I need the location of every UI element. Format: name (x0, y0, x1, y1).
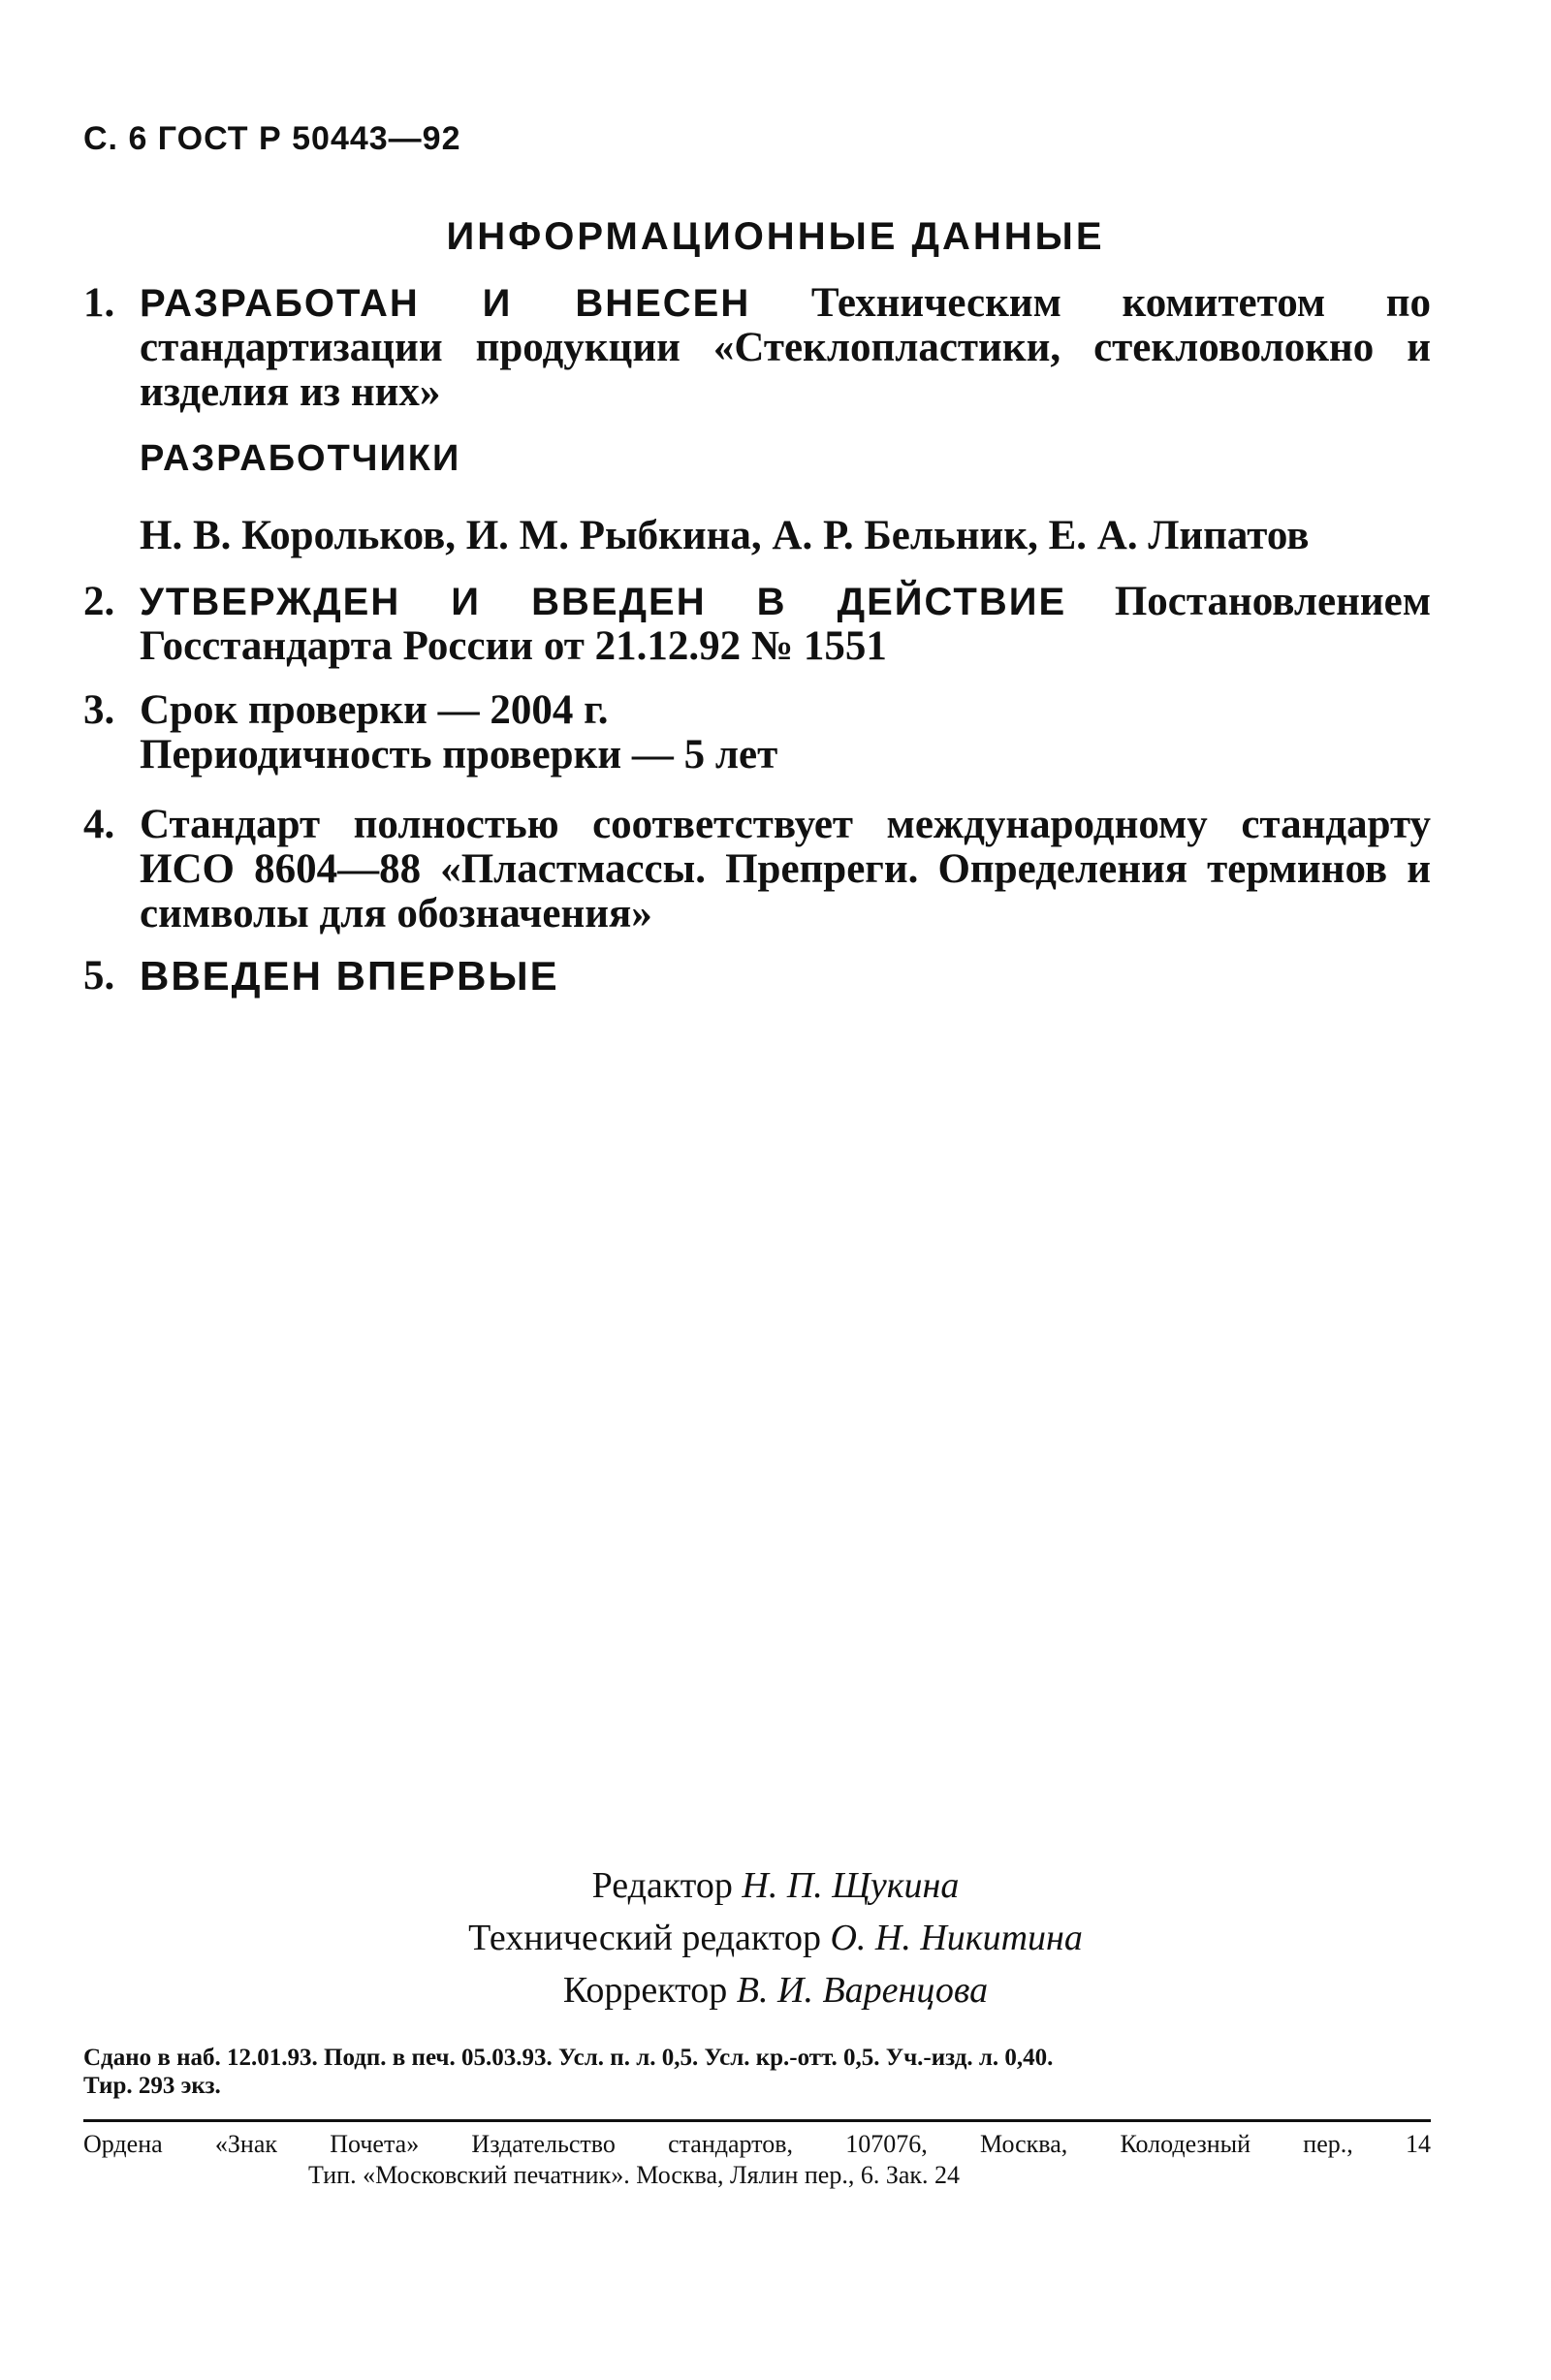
item-body (140, 688, 1431, 777)
item-text: Постановлением Госстандарта России от 21.12.92 № 1551 (140, 579, 1432, 669)
staff-line-technical-editor (0, 1912, 1551, 1964)
developers-names: Н. В. Корольков, И. М. Рыбкина, А. Р. Бельник, Е. А. Липатов (140, 513, 1310, 558)
item-body (140, 580, 1431, 669)
section-title: ИНФОРМАЦИОННЫЕ ДАННЫЕ (446, 215, 1105, 258)
item-number: 4. (83, 802, 115, 847)
item-line-1: Срок проверки — 2004 г. (140, 687, 609, 733)
staff-name: В. И. Варенцова (736, 1970, 989, 2011)
imprint-line-1: Сдано в наб. 12.01.93. Подп. в печ. 05.03.93. Усл. п. л. 0,5. Усл. кр.-отт. 0,5. Уч.-изд. л. 0,40. (83, 2045, 1054, 2071)
staff-role: Редактор (591, 1865, 733, 1906)
editorial-staff (0, 1859, 1551, 2016)
staff-name: Н. П. Щукина (742, 1865, 960, 1906)
item-line-2: Периодичность проверки — 5 лет (140, 732, 778, 777)
staff-line-proofreader (0, 1964, 1551, 2016)
publisher-line-1: Ордена «Знак Почета» Издательство стандартов, 107076, Москва, Колодезный пер., 14 (83, 2130, 1431, 2158)
staff-line-editor (0, 1859, 1551, 1912)
item-body (140, 803, 1431, 936)
developers-heading: РАЗРАБОТЧИКИ (140, 438, 461, 479)
info-item-4 (83, 803, 1431, 936)
imprint-line-2: Тир. 293 экз. (83, 2073, 221, 2099)
publisher-line-2: Тип. «Московский печатник». Москва, Лялин пер., 6. Зак. 24 (308, 2161, 961, 2189)
item-body (140, 954, 1431, 1000)
info-item-3 (83, 688, 1431, 777)
imprint (83, 2044, 1431, 2100)
divider-rule (83, 2119, 1431, 2122)
info-item-2 (83, 580, 1431, 669)
item-lead: ВВЕДЕН ВПЕРВЫЕ (140, 953, 559, 999)
item-number: 3. (83, 687, 115, 733)
staff-name: О. Н. Никитина (830, 1918, 1083, 1958)
staff-role: Корректор (562, 1970, 728, 2011)
item-text: Стандарт полностью соответствует международному стандарту ИСО 8604—88 «Пластмассы. Препреги. Определения терминов и символы для обозначения» (140, 802, 1431, 936)
item-number: 2. (83, 579, 115, 624)
item-number: 1. (83, 280, 115, 326)
item-lead: РАЗРАБОТАН И ВНЕСЕН (140, 282, 751, 325)
item-body (140, 281, 1431, 415)
item-number: 5. (83, 953, 115, 999)
info-item-5 (83, 954, 1431, 1000)
staff-role: Технический редактор (468, 1918, 821, 1958)
info-item-1 (83, 281, 1431, 415)
item-lead: УТВЕРЖДЕН И ВВЕДЕН В ДЕЙСТВИЕ (140, 581, 1067, 623)
running-head: С. 6 ГОСТ Р 50443—92 (83, 120, 461, 157)
publisher-info (83, 2129, 1431, 2191)
item-text: Техническим комитетом по стандартизации продукции «Стеклопластики, стекловолокно и изделия из них» (140, 280, 1432, 415)
